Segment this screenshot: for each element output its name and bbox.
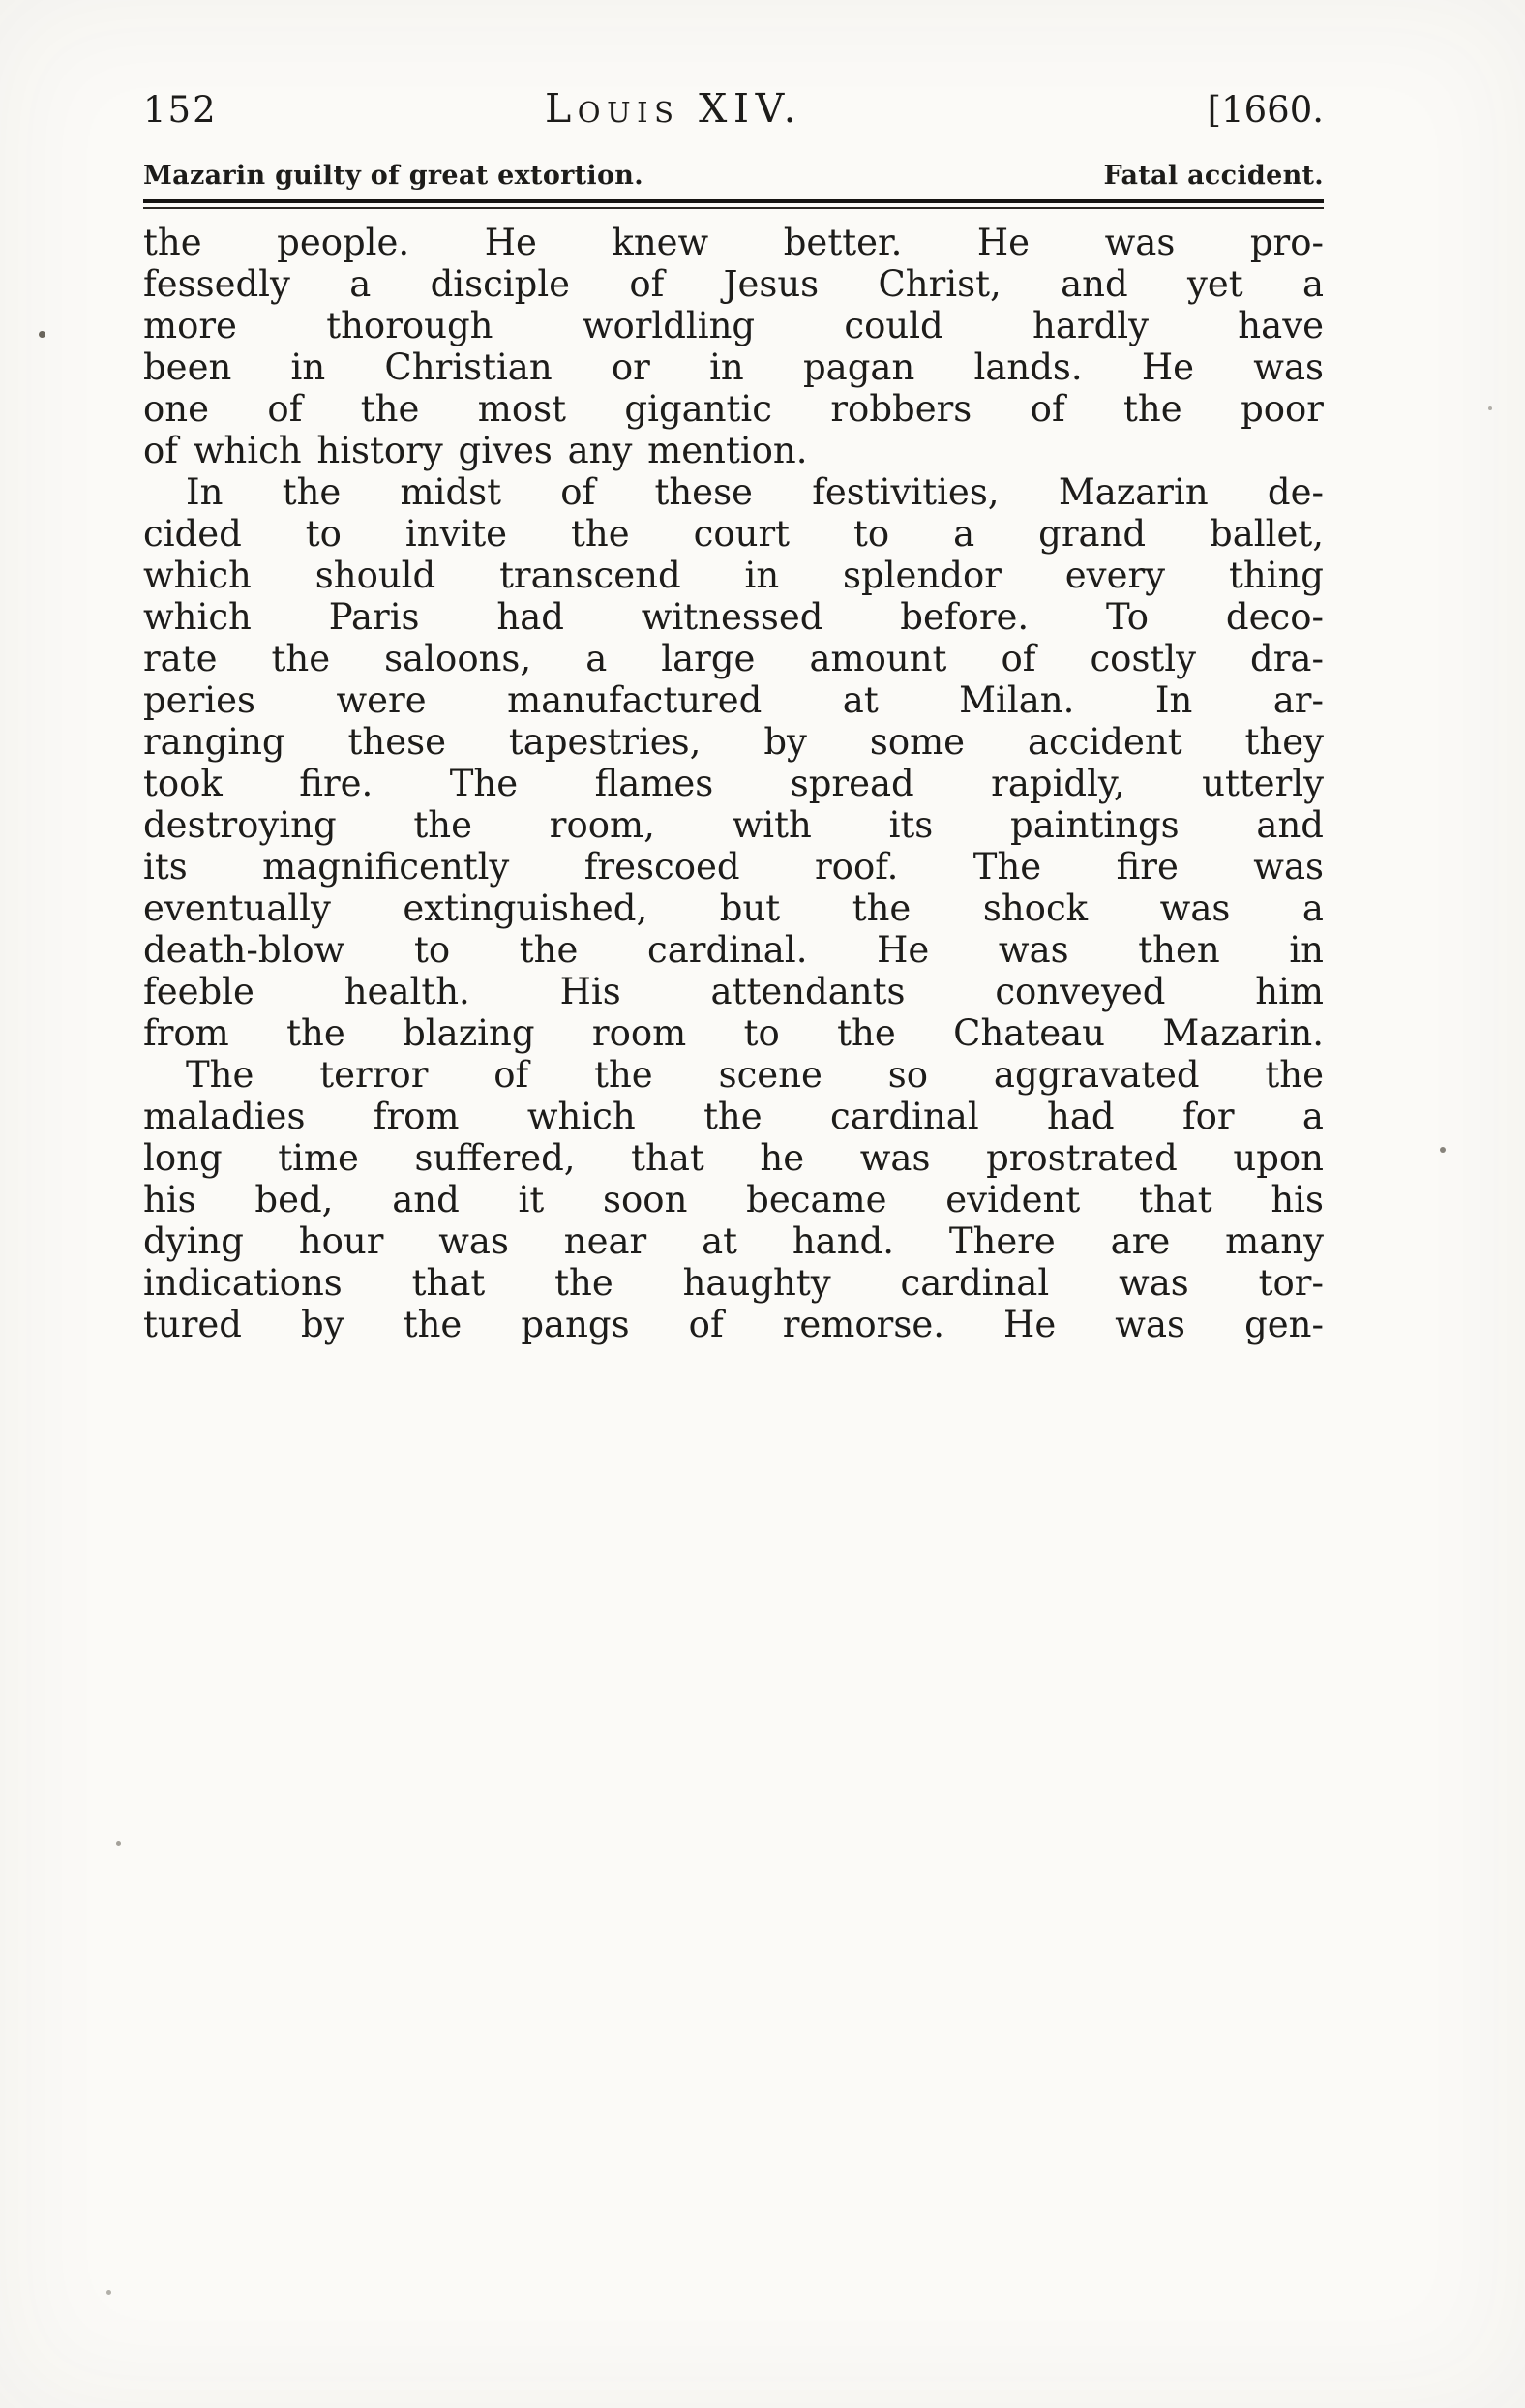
text-line: his bed, and it soon became evident that his <box>143 1179 1324 1220</box>
text-line: from the blazing room to the Chateau Mazarin. <box>143 1012 1324 1054</box>
scan-speck <box>39 331 45 338</box>
running-title: Louis XIV. <box>545 85 803 132</box>
text-line: tured by the pangs of remorse. He was gen- <box>143 1304 1324 1345</box>
page-number: 152 <box>143 89 218 131</box>
paragraph <box>143 1054 1324 1345</box>
text-line: which should transcend in splendor every thing <box>143 555 1324 596</box>
text-line: eventually extinguished, but the shock was a <box>143 888 1324 929</box>
text-line: The terror of the scene so aggravated the <box>186 1054 1324 1096</box>
text-line: took fire. The flames spread rapidly, utterly <box>143 763 1324 804</box>
text-line: maladies from which the cardinal had for a <box>143 1096 1324 1137</box>
page-date: [1660. <box>1207 89 1324 131</box>
page-header <box>143 85 1324 132</box>
text-line: feeble health. His attendants conveyed him <box>143 971 1324 1012</box>
text-line: one of the most gigantic robbers of the poor <box>143 388 1324 430</box>
scan-speck <box>1488 406 1492 410</box>
text-line: its magnificently frescoed roof. The fire was <box>143 846 1324 888</box>
text-line: In the midst of these festivities, Mazarin de- <box>186 471 1324 513</box>
paragraph <box>143 471 1324 1054</box>
text-line: cided to invite the court to a grand ballet, <box>143 513 1324 555</box>
text-line: indications that the haughty cardinal was tor- <box>143 1262 1324 1304</box>
body-text <box>143 222 1324 1345</box>
text-line: dying hour was near at hand. There are many <box>143 1220 1324 1262</box>
text-line: destroying the room, with its paintings and <box>143 804 1324 846</box>
text-line: ranging these tapestries, by some accident they <box>143 721 1324 763</box>
text-line: been in Christian or in pagan lands. He was <box>143 346 1324 388</box>
divider-thin <box>143 207 1324 209</box>
page-content <box>143 85 1324 1345</box>
divider-thick <box>143 199 1324 203</box>
text-line: long time suffered, that he was prostrated upon <box>143 1137 1324 1179</box>
text-line: rate the saloons, a large amount of costly dra- <box>143 638 1324 679</box>
text-line: fessedly a disciple of Jesus Christ, and yet a <box>143 263 1324 305</box>
section-headers <box>143 161 1324 191</box>
scan-speck <box>116 1841 121 1846</box>
text-line: more thorough worldling could hardly have <box>143 305 1324 346</box>
text-line: of which history gives any mention. <box>143 430 808 471</box>
text-line: the people. He knew better. He was pro- <box>143 222 1324 263</box>
scan-speck <box>1440 1147 1446 1153</box>
paragraph <box>143 222 1324 471</box>
text-line: death-blow to the cardinal. He was then in <box>143 929 1324 971</box>
text-line: which Paris had witnessed before. To deco- <box>143 596 1324 638</box>
header-left: Mazarin guilty of great extortion. <box>143 161 643 191</box>
scan-speck <box>106 2290 111 2295</box>
header-right: Fatal accident. <box>1103 161 1324 191</box>
text-line: peries were manufactured at Milan. In ar- <box>143 679 1324 721</box>
